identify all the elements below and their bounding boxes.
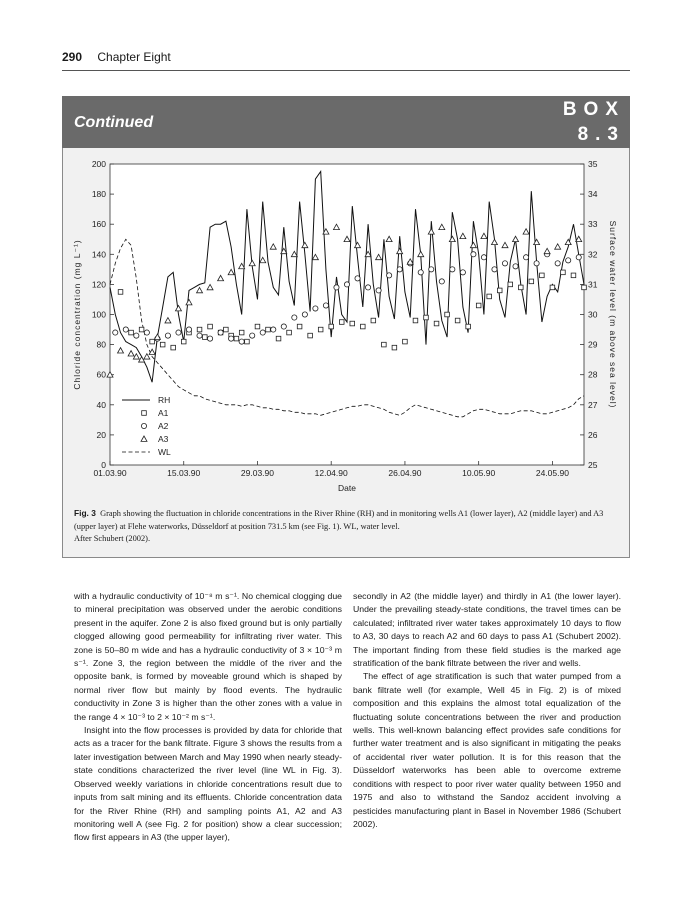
- header-rule: [62, 70, 630, 71]
- y2-axis-title: Surface water level (m above sea level): [608, 220, 618, 409]
- point-a2: [534, 261, 539, 266]
- point-a1: [118, 290, 123, 295]
- point-a2: [229, 336, 234, 341]
- point-a1: [224, 327, 229, 332]
- point-a1: [361, 324, 366, 329]
- point-a2: [397, 267, 402, 272]
- y-tick-label: 120: [91, 279, 106, 290]
- point-a1: [276, 336, 281, 341]
- y-tick-label: 0: [101, 460, 106, 470]
- legend-label-a2: A2: [158, 421, 169, 431]
- y2-tick-label: 35: [588, 159, 598, 169]
- point-a1: [540, 273, 545, 278]
- point-a2: [134, 333, 139, 338]
- point-a2: [323, 303, 328, 308]
- point-a1: [403, 339, 408, 344]
- paragraph: Insight into the flow processes is provided by data for chloride that acts as a tracer for the bank filtrate. Figure 3 shows the results from a later investigation between March and May 1990 when nearly steady-state conditions characterized the river level (line WL in Fig. 3). Observed weekly variations in chloride concentrations result due to inputs from salt mining and its effluents. Chloride concentration data for the River Rhine (RH) and sampling points A1, A2 and A3 monitoring well A (see Fig. 2 for position) show a clear succession; flow first appears in A3 (the upper layer),: [74, 725, 342, 843]
- paragraph: with a hydraulic conductivity of 10⁻⁸ m s⁻¹. No chemical clogging due to mineral precipitation was observed under the aerobic conditions present in the aquifer. Zone 2 is also fixed ground but is only partially clogged allowing good permeability for infiltrating river water. This zone is 50–80 m wide and has a hydraulic conductivity of 3 × 10⁻³ m s⁻¹. Zone 3, the region between the middle of the river and the opposite bank, is formed by moveable ground which is shaped by normal river flow but mainly by flood events. The hydraulic conductivity in Zone 3 is higher than the other zones with a value in the range 4 × 10⁻³ to 2 × 10⁻² m s⁻¹.: [74, 591, 342, 722]
- point-a2: [334, 285, 339, 290]
- legend-swatch-a1: [142, 411, 147, 416]
- point-a1: [139, 327, 144, 332]
- y-tick-label: 160: [91, 219, 106, 230]
- legend-label-rh: RH: [158, 395, 171, 405]
- chapter-title: Chapter Eight: [97, 50, 171, 64]
- point-a2: [207, 336, 212, 341]
- y2-tick-label: 25: [588, 460, 598, 470]
- point-a2: [387, 273, 392, 278]
- point-a2: [302, 312, 307, 317]
- point-a2: [429, 267, 434, 272]
- paragraph: secondly in A2 (the middle layer) and thirdly in A1 (the lower layer). Under the prevailing steady-state conditions, the travel times can be calculated; infiltrated river water takes approximately 10 days to flow to A3, 30 days to reach A2 and 60 days to pass A1 (Schubert 2002). The important finding from these field studies is the marked age stratification of the bank filtrate between the river and wells.: [353, 591, 621, 669]
- point-a2: [239, 339, 244, 344]
- y-tick-label: 100: [91, 309, 106, 320]
- point-a1: [297, 324, 302, 329]
- point-a1: [571, 273, 576, 278]
- point-a1: [519, 285, 524, 290]
- point-a2: [144, 330, 149, 335]
- body-column-right: [353, 590, 621, 831]
- y2-tick-label: 31: [588, 279, 598, 290]
- point-a1: [350, 321, 355, 326]
- point-a1: [561, 270, 566, 275]
- point-a1: [550, 285, 555, 290]
- y2-tick-label: 33: [588, 219, 598, 230]
- point-a1: [413, 318, 418, 323]
- point-a1: [329, 324, 334, 329]
- continued-label: Continued: [74, 114, 154, 131]
- point-a2: [176, 330, 181, 335]
- y-tick-label: 60: [96, 369, 106, 380]
- point-a1: [129, 330, 134, 335]
- point-a2: [555, 261, 560, 266]
- point-a2: [186, 327, 191, 332]
- chloride-chart: [62, 150, 630, 495]
- point-a2: [450, 267, 455, 272]
- point-a1: [266, 327, 271, 332]
- point-a1: [308, 333, 313, 338]
- legend-swatch-a2: [141, 423, 146, 428]
- point-a1: [181, 339, 186, 344]
- y2-tick-label: 28: [588, 369, 598, 380]
- point-a1: [382, 342, 387, 347]
- legend-label-a1: A1: [158, 408, 169, 418]
- point-a2: [566, 258, 571, 263]
- point-a1: [392, 345, 397, 350]
- y-tick-label: 20: [96, 429, 106, 440]
- point-a2: [513, 264, 518, 269]
- point-a2: [471, 252, 476, 257]
- point-a1: [434, 321, 439, 326]
- point-a2: [376, 288, 381, 293]
- x-tick-label: 01.03.90: [93, 468, 127, 478]
- point-a2: [113, 330, 118, 335]
- point-a2: [123, 327, 128, 332]
- point-a2: [365, 285, 370, 290]
- point-a1: [371, 318, 376, 323]
- legend-label-a3: A3: [158, 434, 169, 444]
- figure-caption: [74, 507, 620, 546]
- x-tick-label: 26.04.90: [388, 468, 422, 478]
- point-a2: [281, 324, 286, 329]
- point-a1: [245, 339, 250, 344]
- box-label: [563, 97, 625, 147]
- point-a1: [208, 324, 213, 329]
- running-header: [62, 50, 171, 64]
- body-column-left: [74, 590, 342, 845]
- legend-label-wl: WL: [158, 447, 171, 457]
- y-axis-title: Chloride concentration (mg L⁻¹): [72, 239, 82, 390]
- y2-tick-label: 32: [588, 249, 598, 260]
- point-a1: [171, 345, 176, 350]
- y2-tick-label: 29: [588, 339, 598, 350]
- point-a2: [218, 330, 223, 335]
- x-tick-label: 12.04.90: [314, 468, 348, 478]
- point-a2: [418, 270, 423, 275]
- point-a2: [260, 330, 265, 335]
- point-a2: [492, 267, 497, 272]
- point-a2: [197, 333, 202, 338]
- y-tick-label: 200: [91, 159, 106, 169]
- point-a1: [424, 315, 429, 320]
- point-a1: [582, 285, 587, 290]
- point-a2: [439, 279, 444, 284]
- caption-label: Fig. 3: [74, 508, 96, 518]
- point-a2: [481, 255, 486, 260]
- paragraph: The effect of age stratification is such that water pumped from a bank filtrate well (for example, Well 45 in Fig. 2) is of mixed composition and this explains the almost total equalization of the fluctuating solute concentrations between the river and production wells. This well-known balancing effect provides safe conditions for further water treatment and is also significant in mitigating the peaks of accidental river water pollution. It is for this reason that the Düsseldorf waterworks has been able to overcome extreme conditions with respect to poor river water quality between 1950 and 1975 and also to withstand the Sandoz accident involving a pesticides manufacturing plant in Basel in November 1986 (Schubert 2002).: [353, 671, 621, 829]
- point-a2: [460, 270, 465, 275]
- x-tick-label: 10.05.90: [462, 468, 496, 478]
- point-a1: [239, 330, 244, 335]
- page-number: 290: [62, 50, 83, 64]
- point-a1: [160, 342, 165, 347]
- x-axis-title: Date: [338, 483, 356, 493]
- point-a1: [287, 330, 292, 335]
- y2-tick-label: 26: [588, 429, 598, 440]
- x-tick-label: 15.03.90: [167, 468, 201, 478]
- y2-tick-label: 30: [588, 309, 598, 320]
- point-a1: [318, 327, 323, 332]
- point-a1: [466, 324, 471, 329]
- point-a1: [150, 339, 155, 344]
- y2-tick-label: 34: [588, 189, 598, 200]
- y-tick-label: 140: [91, 249, 106, 260]
- point-a2: [250, 333, 255, 338]
- point-a1: [339, 320, 344, 325]
- x-tick-label: 24.05.90: [535, 468, 569, 478]
- point-a1: [487, 294, 492, 299]
- point-a2: [344, 282, 349, 287]
- point-a2: [313, 306, 318, 311]
- y-tick-label: 180: [91, 189, 106, 200]
- point-a1: [255, 324, 260, 329]
- point-a1: [455, 318, 460, 323]
- caption-text: Graph showing the fluctuation in chloride concentrations in the River Rhine (RH) and in monitoring wells A1 (lower layer), A2 (middle layer) and A3 (upper layer) at Flehe waterworks, Düsseldorf at position 731.5 km (see Fig. 1). WL, water level.: [74, 509, 604, 531]
- point-a1: [203, 335, 208, 340]
- caption-source: After Schubert (2002).: [74, 534, 151, 543]
- point-a2: [523, 255, 528, 260]
- box-label-top: BOX: [562, 99, 625, 120]
- point-a2: [355, 276, 360, 281]
- y-tick-label: 40: [96, 399, 106, 410]
- point-a1: [508, 282, 513, 287]
- point-a2: [502, 261, 507, 266]
- point-a2: [576, 255, 581, 260]
- point-a1: [476, 303, 481, 308]
- point-a2: [165, 333, 170, 338]
- point-a1: [497, 288, 502, 293]
- point-a1: [445, 312, 450, 317]
- y2-tick-label: 27: [588, 399, 598, 410]
- point-a1: [234, 336, 239, 341]
- point-a2: [292, 315, 297, 320]
- point-a1: [197, 327, 202, 332]
- point-a1: [529, 279, 534, 284]
- point-a2: [271, 327, 276, 332]
- y-tick-label: 80: [96, 339, 106, 350]
- box-label-number: 8.3: [577, 124, 625, 145]
- x-tick-label: 29.03.90: [240, 468, 275, 478]
